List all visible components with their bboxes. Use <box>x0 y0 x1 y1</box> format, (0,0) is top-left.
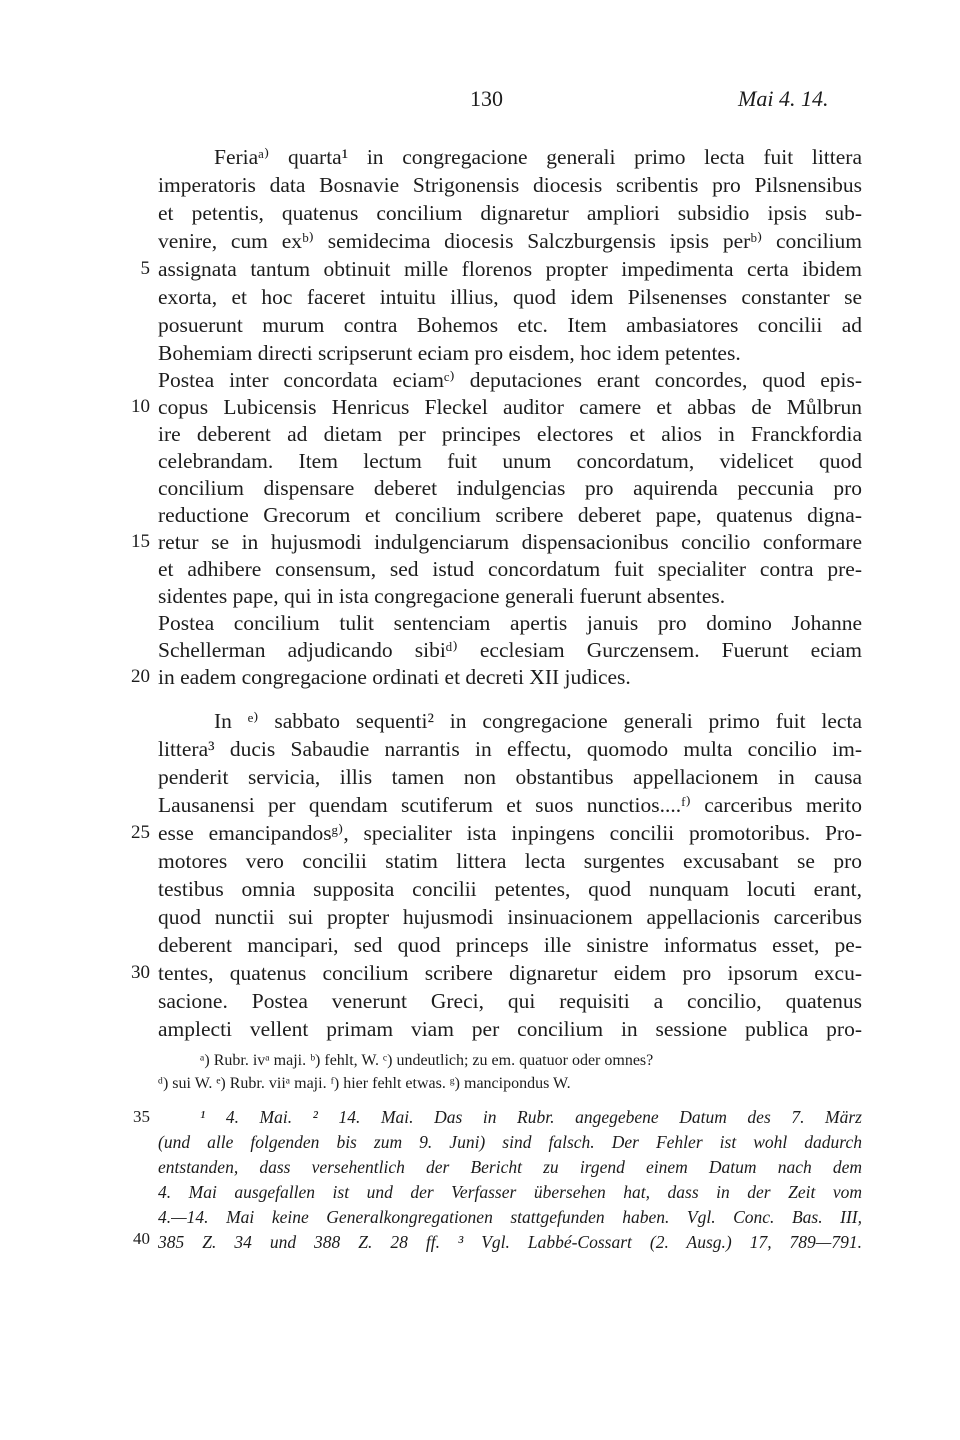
footnote-line: 4.—14. Mai keine Generalkongregationen stattgefunden haben. Vgl. Conc. Bas. III, <box>158 1207 862 1227</box>
text-line: Bohemiam directi scripserunt eciam pro eisdem, hoc idem petentes. <box>158 341 741 365</box>
line-number: 30 <box>131 962 150 983</box>
footnote-line: 385 Z. 34 und 388 Z. 28 ff. ³ Vgl. Labbé-Cossart (2. Ausg.) 17, 789—791. <box>158 1232 862 1252</box>
text-line: et petentis, quatenus concilium dignaretur ampliori subsidio ipsis sub- <box>158 201 862 225</box>
text-line: Lausanensi per quendam scutiferum et suos nunctios....ᶠ⁾ carceribus merito <box>158 793 862 817</box>
text-line: venire, cum exᵇ⁾ semidecima diocesis Salczburgensis ipsis perᵇ⁾ concilium <box>158 229 862 253</box>
footnote-line: 4. Mai ausgefallen ist und der Verfasser übersehen hat, dass in der Zeit vom <box>158 1182 862 1202</box>
text-line: littera³ ducis Sabaudie narrantis in effectu, quomodo multa concilio im- <box>158 737 862 761</box>
critical-note-line: ᵈ) sui W. ᵉ) Rubr. viiᵃ maji. ᶠ) hier fehlt etwas. ᵍ) mancipondus W. <box>158 1075 571 1092</box>
text-line: et adhibere consensum, sed istud concordatum fuit specialiter contra pre- <box>158 557 862 581</box>
text-line: ire deberent ad dietam per principes electores et alios in Franckfordia <box>158 422 862 446</box>
text-line: quod nunctii sui propter hujusmodi insinuacionem appellacionis carceribus <box>158 905 862 929</box>
text-line: assignata tantum obtinuit mille florenos propter impedimenta certa ibidem <box>158 257 862 281</box>
line-number: 10 <box>131 396 150 417</box>
text-line: tentes, quatenus concilium scribere dignaretur eidem pro ipsorum excu- <box>158 961 862 985</box>
text-line: esse emancipandosᵍ⁾, specialiter ista inpingens concilii promotoribus. Pro- <box>158 821 862 845</box>
text-line: Schellerman adjudicando sibiᵈ⁾ ecclesiam Gurczensem. Fuerunt eciam <box>158 638 862 662</box>
text-line: testibus omnia supposita concilii petentes, quod nunquam locuti erant, <box>158 877 862 901</box>
footnote-line: (und alle folgenden bis zum 9. Juni) sind falsch. Der Fehler ist wohl dadurch <box>158 1132 862 1152</box>
text-line: retur se in hujusmodi indulgenciarum dispensacionibus concilio conformare <box>158 530 862 554</box>
running-head-date: Mai 4. 14. <box>738 86 829 111</box>
text-line: In ᵉ⁾ sabbato sequenti² in congregacione generali primo fuit lecta <box>214 709 862 733</box>
line-number: 25 <box>131 822 150 843</box>
line-number: 35 <box>133 1107 150 1126</box>
text-line: reductione Grecorum et concilium scribere deberet pape, quatenus digna- <box>158 503 862 527</box>
page-number: 130 <box>470 86 503 111</box>
critical-note-line: ᵃ) Rubr. ivᵃ maji. ᵇ) fehlt, W. ᶜ) undeutlich; zu em. quatuor oder omnes? <box>200 1052 654 1069</box>
text-line: motores vero concilii statim littera lecta surgentes excusabant se pro <box>158 849 862 873</box>
line-number: 15 <box>131 531 150 552</box>
text-line: amplecti vellent primam viam per concilium in sessione publica pro- <box>158 1017 862 1041</box>
line-number: 20 <box>131 666 150 687</box>
line-number: 5 <box>140 258 150 279</box>
text-line: in eadem congregacione ordinati et decreti XII judices. <box>158 665 631 689</box>
text-line: Postea inter concordata eciamᶜ⁾ deputaciones erant concordes, quod epis- <box>158 368 862 392</box>
text-line: sacione. Postea venerunt Greci, qui requisiti a concilio, quatenus <box>158 989 862 1013</box>
footnote-line: entstanden, dass versehentlich der Bericht zu irgend einem Datum nach dem <box>158 1157 862 1177</box>
text-line: celebrandam. Item lectum fuit unum concordatum, videlicet quod <box>158 449 862 473</box>
text-line: exorta, et hoc faceret intuitu illius, quod idem Pilsenenses constanter se <box>158 285 862 309</box>
text-line: concilium dispensare deberet indulgencias pro aquirenda peccunia pro <box>158 476 862 500</box>
text-line: Postea concilium tulit sentenciam apertis januis pro domino Johanne <box>158 611 862 635</box>
line-number: 40 <box>133 1229 150 1248</box>
text-line: sidentes pape, qui in ista congregacione generali fuerunt absentes. <box>158 584 726 608</box>
text-line: penderit servicia, illis tamen non obstantibus appellacionem in causa <box>158 765 862 789</box>
text-line: imperatoris data Bosnavie Strigonensis diocesis scribentis pro Pilsnensibus <box>158 173 862 197</box>
text-line: Feriaᵃ⁾ quarta¹ in congregacione generali primo lecta fuit littera <box>214 145 862 169</box>
footnote-line: ¹ 4. Mai. ² 14. Mai. Das in Rubr. angegebene Datum des 7. März <box>200 1107 862 1127</box>
text-line: copus Lubicensis Henricus Fleckel auditor camere et abbas de Můlbrun <box>158 395 862 419</box>
text-line: posuerunt murum contra Bohemos etc. Item ambasiatores concilii ad <box>158 313 862 337</box>
text-line: deberent mancipari, sed quod princeps ille sinistre informatus esset, pe- <box>158 933 862 957</box>
